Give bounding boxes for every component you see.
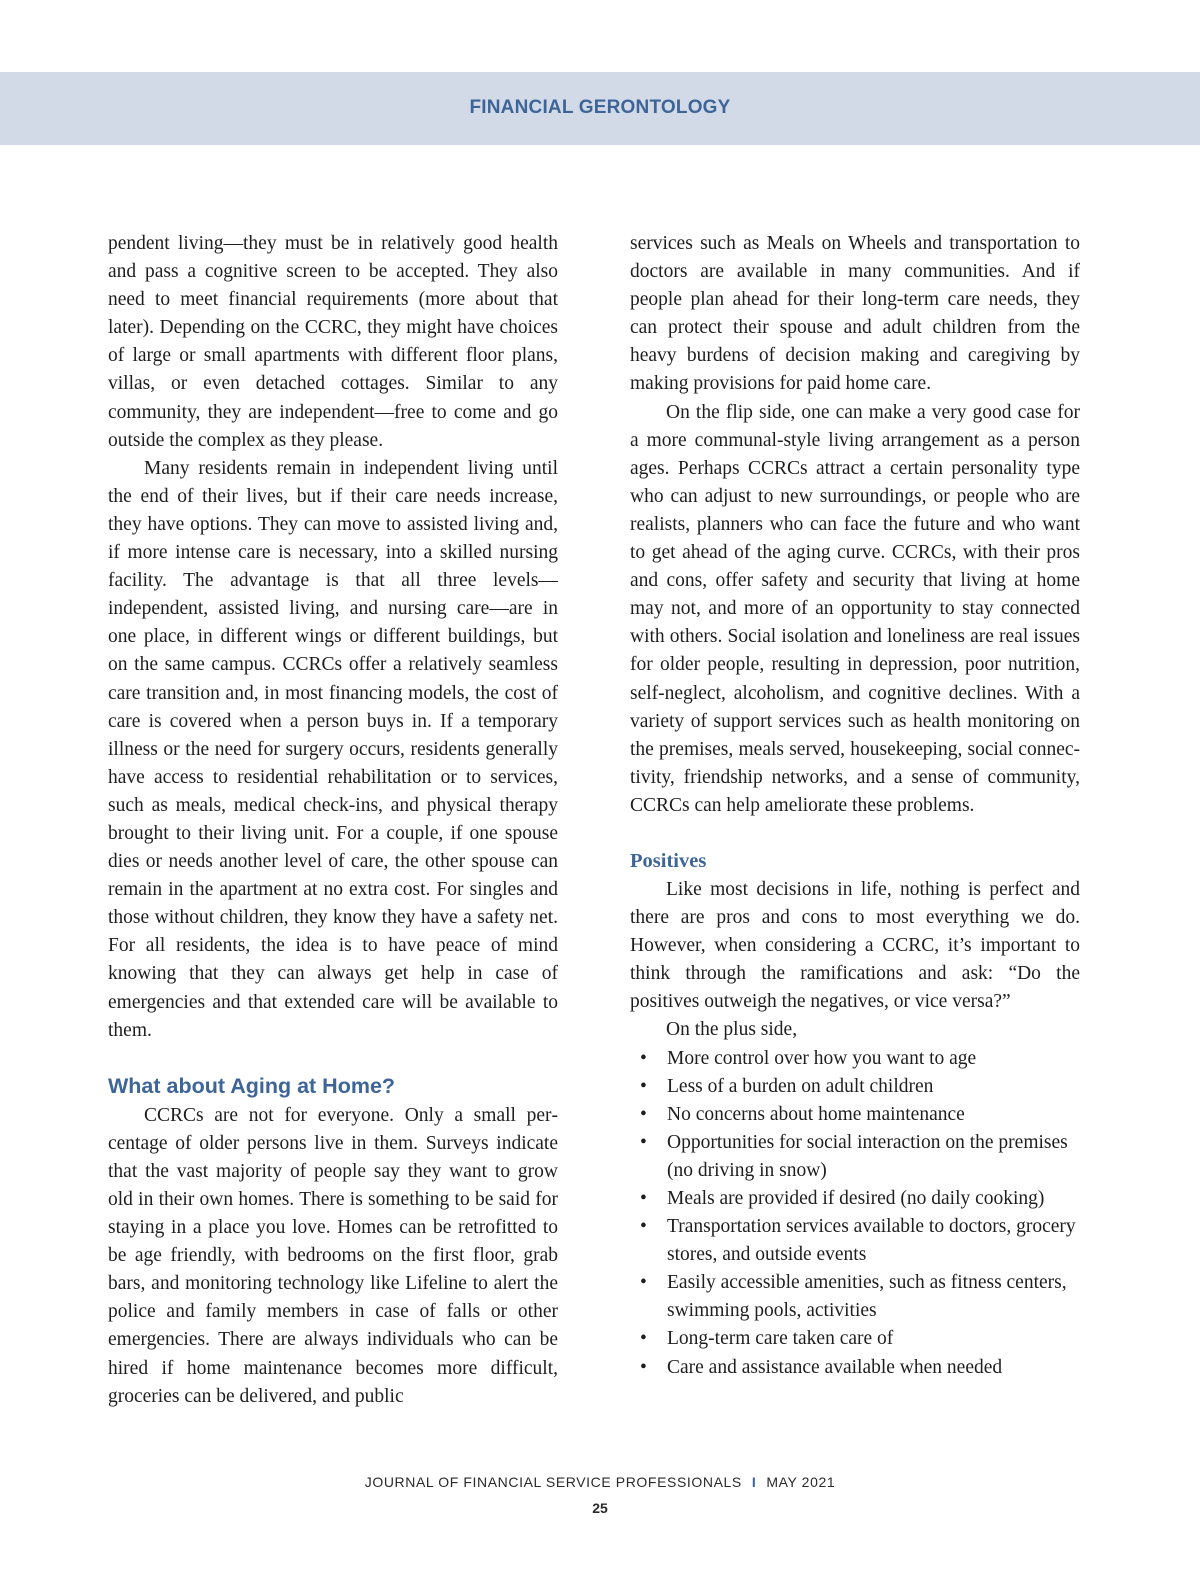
footer-separator: I bbox=[751, 1474, 757, 1490]
journal-name: JOURNAL OF FINANCIAL SERVICE PROFESSIONALS bbox=[364, 1474, 742, 1490]
list-item: • Less of a burden on adult children bbox=[640, 1073, 1080, 1101]
paragraph: CCRCs are not for everyone. Only a small percentage of older persons live in them. Surveys indicate that the vast majority of people say they want to grow old in their own homes. There is something to be said for staying in a place you love. Homes can be retrofitted to be age friendly, with bedrooms on the first floor, grab bars, and monitoring technology like Lifeline to alert the police and family members in case of falls or other emergencies. There are always individuals who can be hired if home maintenance becomes more difficult, groceries can be delivered, and public bbox=[108, 1104, 558, 1407]
issue-date: MAY 2021 bbox=[766, 1474, 836, 1490]
left-column bbox=[108, 230, 558, 1411]
list-item: • No concerns about home maintenance bbox=[640, 1101, 1080, 1129]
list-item: • Opportunities for social interaction on the premises (no driving in snow) bbox=[640, 1129, 1080, 1185]
section-heading-aging-at-home: What about Aging at Home? bbox=[108, 1073, 396, 1098]
positives-list bbox=[630, 1045, 1080, 1382]
paragraph: Many residents remain in independent living until the end of their lives, but if their care needs increase, they have options. They can move to assisted living and, if more intense care is necessary, into a skilled nursing facility. The advantage is that all three levels—independent, assisted living, and nursing care—are in one place, in different wings or different buildings, but on the same campus. CCRCs offer a relatively seamless care transition and, in most financing models, the cost of care is covered when a person buys in. If a temporary illness or the need for surgery occurs, residents generally have access to residential rehabilitation or to services, such as meals, medical check-ins, and physical therapy brought to their living unit. For a couple, if one spouse dies or needs another level of care, the other spouse can remain in the apartment at no extra cost. For singles and those without children, they know they have a safety net. For all residents, the idea is to have peace of mind knowing that they can always get help in case of emergencies and that extended care will be available to them. bbox=[108, 457, 558, 1041]
paragraph: pendent living—they must be in relatively good health and pass a cognitive screen to be accepted. They also need to meet financial requirements (more about that later). Depending on the CCRC, they might have choices of large or small apartments with different floor plans, villas, or even detached cottages. Similar to any community, they are independent—free to come and go outside the complex as they please. bbox=[108, 233, 558, 451]
paragraph: On the flip side, one can make a very good case for a more communal-style living arrangement as a person ages. Perhaps CCRCs attract a certain personality type who can adjust to new surroundings, or people who are realists, planners who can face the future and who want to get ahead of the aging curve. CCRCs, with their pros and cons, offer safety and security that living at home may not, and more of an opportunity to stay connected with others. Social isolation and loneliness are real issues for older people, resulting in depression, poor nutrition, self-neglect, alcoholism, and cognitive declines. With a variety of support services such as health monitoring on the premises, meals served, housekeeping, social connectivity, friendship networks, and a sense of community, CCRCs can help ameliorate these problems. bbox=[630, 401, 1080, 816]
paragraph: services such as Meals on Wheels and transportation to doctors are available in many communities. And if people plan ahead for their long-term care needs, they can protect their spouse and adult children from the heavy burdens of decision making and caregiving by making provisions for paid home care. bbox=[630, 233, 1080, 395]
section-heading-positives: Positives bbox=[630, 849, 707, 872]
page-number: 25 bbox=[592, 1500, 608, 1516]
list-item: • Transportation services available to doctors, grocery stores, and outside events bbox=[640, 1213, 1080, 1269]
list-item: • Long-term care taken care of bbox=[640, 1325, 1080, 1353]
paragraph: Like most decisions in life, nothing is perfect and there are pros and cons to most everything we do. However, when considering a CCRC, it’s important to think through the ramifications and ask: “Do the positives outweigh the negatives, or vice versa?” bbox=[630, 878, 1080, 1013]
list-intro: On the plus side, bbox=[666, 1019, 798, 1041]
right-column bbox=[630, 230, 1080, 1382]
list-item: • Easily accessible amenities, such as fitness centers, swimming pools, activities bbox=[640, 1269, 1080, 1325]
running-header-title: FINANCIAL GERONTOLOGY bbox=[469, 97, 731, 118]
list-item: • Care and assistance available when needed bbox=[640, 1354, 1080, 1382]
list-item: • More control over how you want to age bbox=[640, 1045, 1080, 1073]
running-footer bbox=[0, 1474, 1200, 1490]
list-item: • Meals are provided if desired (no daily cooking) bbox=[640, 1185, 1080, 1213]
